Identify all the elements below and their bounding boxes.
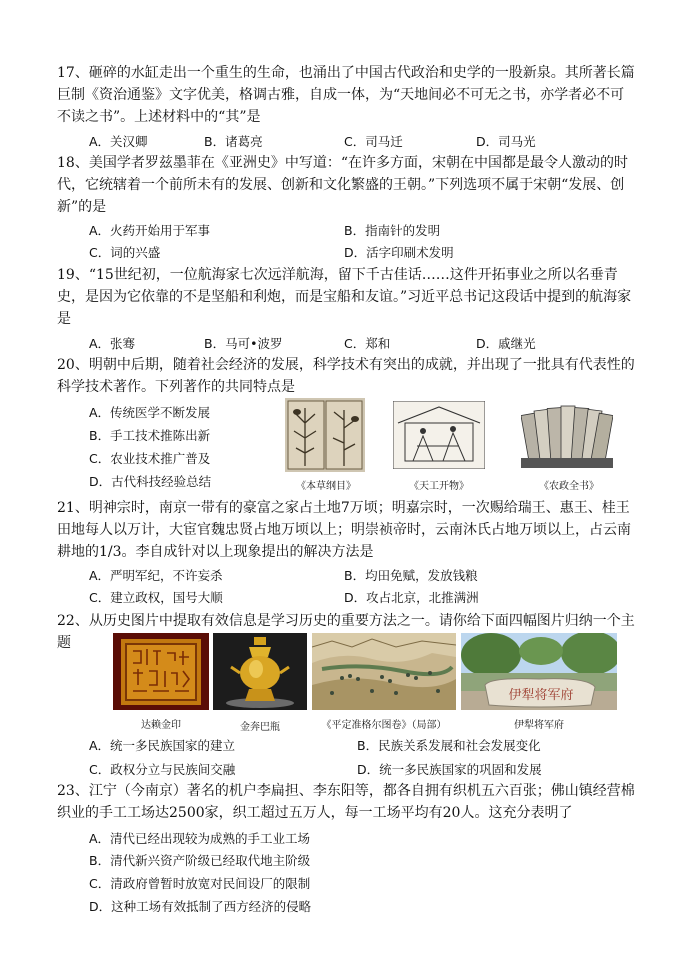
q17-option-a[interactable]: A．关汉卿	[89, 134, 148, 149]
yili-general-mansion-image	[461, 633, 617, 710]
q21-option-a[interactable]: A．严明军纪，不许妄杀	[89, 568, 223, 583]
q20-option-b[interactable]: B．手工技术推陈出新	[89, 428, 211, 443]
q21-option-c[interactable]: C．建立政权，国号大顺	[89, 590, 223, 605]
q21-option-d[interactable]: D．攻占北京，北推满洲	[344, 590, 479, 605]
nongzheng-quanshu-image	[521, 400, 613, 470]
q17-option-c[interactable]: C．司马迁	[344, 134, 403, 149]
tiangong-kaiwu-image	[393, 401, 485, 469]
question-22: 22、从历史图片中提取有效信息是学习历史的重要方法之一。请你给下面四幅图片归纳一个主题	[57, 613, 635, 651]
q20-option-d[interactable]: D．古代科技经验总结	[89, 474, 212, 489]
golden-bumpa-vase-image	[213, 633, 307, 710]
q22-option-d[interactable]: D．统一多民族国家的巩固和发展	[357, 762, 542, 777]
q22-option-a[interactable]: A．统一多民族国家的建立	[89, 738, 236, 753]
caption-pingding-painting: 《平定准格尔图卷》（局部）	[321, 720, 447, 731]
q22-option-c[interactable]: C．政权分立与民族间交融	[89, 762, 236, 777]
q18-option-a[interactable]: A．火药开始用于军事	[89, 223, 211, 238]
question-18: 18、美国学者罗兹墨菲在《亚洲史》中写道：“在许多方面，宋朝在中国都是最令人激动的时代，它统辖着一个前所未有的发展、创新和文化繁盛的王朝。”下列选项不属于宋朝“发展、创新”的是	[57, 155, 628, 215]
q18-option-c[interactable]: C．词的兴盛	[89, 245, 161, 260]
q23-option-c[interactable]: C．清政府曾暂时放宽对民间设厂的限制	[89, 876, 311, 891]
q20-option-a[interactable]: A．传统医学不断发展	[89, 405, 211, 420]
q19-option-b[interactable]: B．马可•波罗	[204, 336, 283, 351]
question-20: 20、明朝中后期，随着社会经济的发展，科学技术有突出的成就，并出现了一批具有代表性的科学技术著作。下列著作的共同特点是	[57, 357, 635, 395]
q21-option-b[interactable]: B．均田免赋，发放钱粮	[344, 568, 478, 583]
q19-option-c[interactable]: C．郑和	[344, 336, 391, 351]
q23-option-a[interactable]: A．清代已经出现较为成熟的手工业工场	[89, 831, 311, 846]
caption-nongzheng: 《农政全书》	[539, 481, 599, 492]
bencao-gangmu-image	[285, 398, 365, 472]
q19-option-a[interactable]: A．张骞	[89, 336, 136, 351]
question-19: 19、“15世纪初，一位航海家七次远洋航海，留下千古佳话……这件开拓事业之所以名垂青史，是因为它依靠的不是坚船和利炮，而是宝船和友谊。”习近平总书记这段话中提到的航海家是	[57, 267, 632, 327]
question-17: 17、砸碎的水缸走出一个重生的生命，也涌出了中国古代政治和史学的一股新泉。其所著长篇巨制《资治通鉴》文字优美，格调古雅，自成一体，为“天地间必不可无之书，亦学者必不可不读之书”。上述材料中的“其”是	[57, 65, 635, 125]
q18-option-b[interactable]: B．指南针的发明	[344, 223, 441, 238]
q23-option-b[interactable]: B．清代新兴资产阶级已经取代地主阶级	[89, 853, 311, 868]
caption-golden-vase: 金奔巴瓶	[240, 722, 280, 733]
q22-option-b[interactable]: B．民族关系发展和社会发展变化	[357, 738, 541, 753]
q18-option-d[interactable]: D．活字印刷术发明	[344, 245, 454, 260]
yili-sign-text: 伊犁将军府	[508, 688, 574, 703]
question-23: 23、江宁（今南京）著名的机户李扁担、李东阳等，都各自拥有织机五六百张；佛山镇经营棉织业的手工工场达2500家，织工超过五万人，每一工场平均有20人。这充分表明了	[57, 783, 635, 821]
q20-option-c[interactable]: C．农业技术推广普及	[89, 451, 211, 466]
q17-option-d[interactable]: D．司马光	[476, 134, 536, 149]
caption-dalai-seal: 达赖金印	[141, 720, 181, 731]
caption-yili: 伊犁将军府	[514, 720, 564, 731]
caption-tiangong: 《天工开物》	[409, 481, 469, 492]
pingding-zhungeer-painting-image	[312, 633, 456, 710]
question-21: 21、明神宗时，南京一带有的豪富之家占土地7万顷；明嘉宗时，一次赐给瑞王、惠王、桂王田地每人以万计，大宦官魏忠贤占地万顷以上；明崇祯帝时，云南沐氏占地万顷以上，占云南耕地的1/3。李自成针对以上现象提出的解决方法是	[57, 500, 631, 560]
q23-option-d[interactable]: D．这种工场有效抵制了西方经济的侵略	[89, 899, 312, 914]
dalai-golden-seal-image	[113, 633, 209, 710]
caption-bencao: 《本草纲目》	[296, 481, 356, 492]
q19-option-d[interactable]: D．戚继光	[476, 336, 536, 351]
q17-option-b[interactable]: B．诸葛亮	[204, 134, 263, 149]
